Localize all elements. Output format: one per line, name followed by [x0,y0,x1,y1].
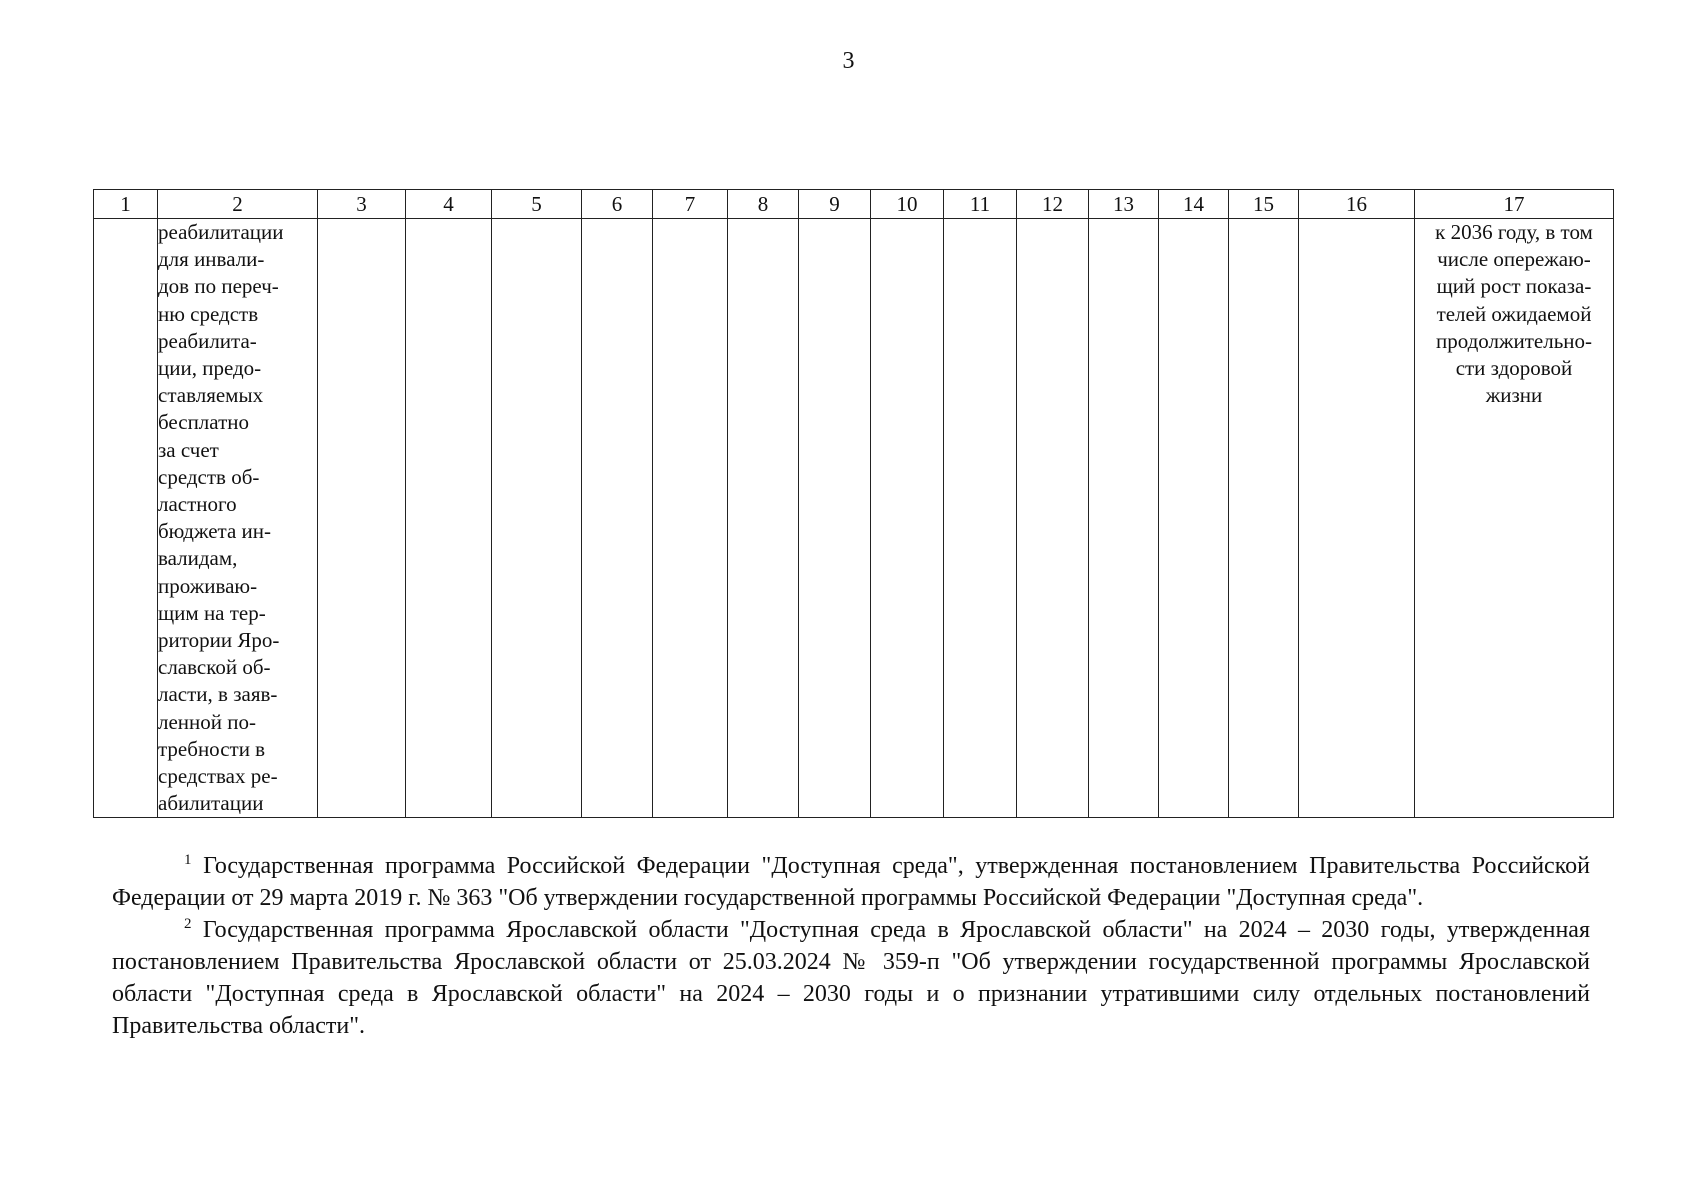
table-cell [1229,219,1299,818]
column-header: 1 [94,190,158,219]
table-cell [406,219,492,818]
column-header: 8 [728,190,799,219]
footnote-marker: 2 [184,916,192,932]
page-number: 3 [842,48,855,74]
table-cell [94,219,158,818]
table-cell [799,219,871,818]
column-header: 11 [944,190,1017,219]
column-header: 16 [1299,190,1415,219]
column-header: 14 [1159,190,1229,219]
table-cell [492,219,582,818]
footnote-1 [112,850,1590,914]
table-cell [582,219,653,818]
table-cell [871,219,944,818]
table-cell [1089,219,1159,818]
column-header: 15 [1229,190,1299,219]
column-header: 2 [158,190,318,219]
footnote-marker: 1 [184,852,192,868]
table-cell-goal-text: к 2036 году, в том числе опережаю- щий рост показа- телей ожидаемой продолжительно- сти здоровой жизни [1415,219,1614,818]
column-header: 4 [406,190,492,219]
footnote-text: Государственная программа Ярославской области "Доступная среда в Ярославской области" на 2024 – 2030 годы, утвержденная постановлением Правительства Ярославской области от 25.03.2024 № 359-п "Об утверждении государственной программы Ярославской области "Доступная среда в Ярославской области" на 2024 – 2030 годы и о признании утратившими силу отдельных постановлений Правительства области". [112,917,1590,1039]
footnote-2 [112,914,1590,1042]
data-table [93,189,1614,818]
column-header: 5 [492,190,582,219]
column-header: 12 [1017,190,1089,219]
footnote-text: Государственная программа Российской Федерации "Доступная среда", утвержденная постановлением Правительства Российской Федерации от 29 марта 2019 г. № 363 "Об утверждении государственной программы Российской Федерации "Доступная среда". [112,853,1590,911]
table-cell [944,219,1017,818]
table-cell-indicator-text: реабилитации для инвали- дов по переч- ню средств реабилита- ции, предо- ставляемых бесплатно за счет средств об- ластного бюджета ин- валидам, проживаю- щим на тер- ритории Яро- славской об- ласти, в заяв- ленной по- требности в средствах ре- абилитации [158,219,318,818]
table-header-row [94,190,1614,219]
table-cell [1159,219,1229,818]
table-cell [728,219,799,818]
table-cell [653,219,728,818]
column-header: 17 [1415,190,1614,219]
column-header: 13 [1089,190,1159,219]
table-cell [1017,219,1089,818]
table-cell [318,219,406,818]
column-header: 6 [582,190,653,219]
column-header: 3 [318,190,406,219]
column-header: 10 [871,190,944,219]
table-cell [1299,219,1415,818]
column-header: 7 [653,190,728,219]
footnotes [112,850,1590,1042]
column-header: 9 [799,190,871,219]
table-row [94,219,1614,818]
